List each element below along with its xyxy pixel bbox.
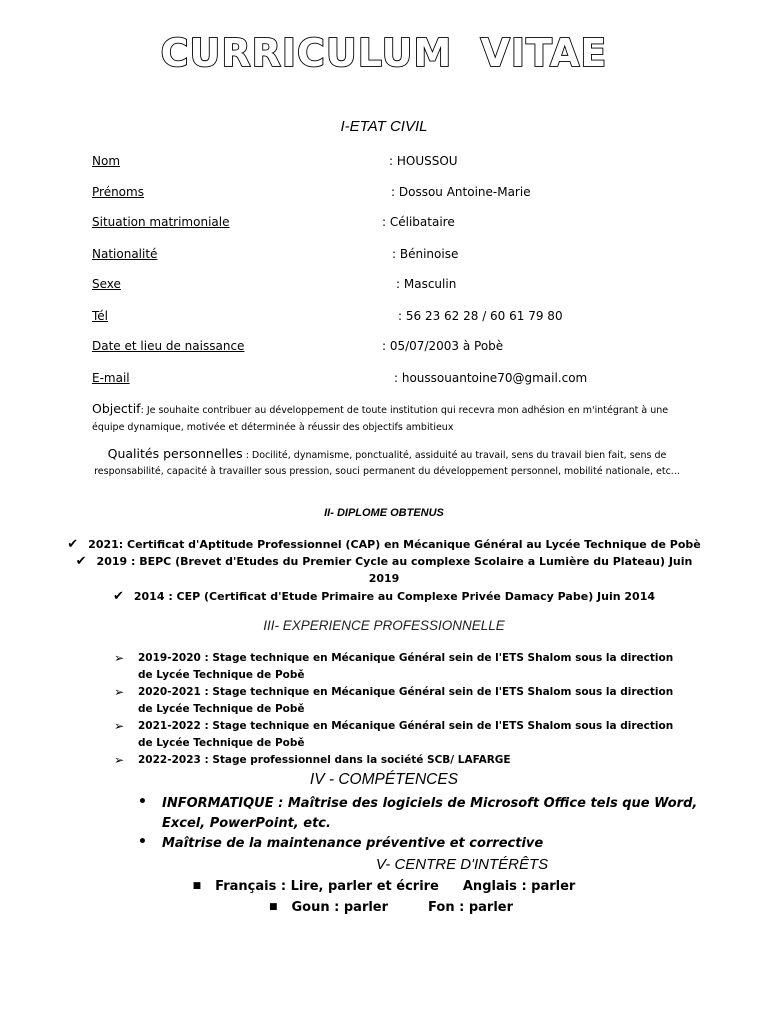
experience-item: 2021-2022 : Stage technique en Mécanique Général sein de l'ETS Shalom sous la direction de Lycée Technique de Pobě — [138, 720, 674, 749]
diploma-item: ✔ 2021: Certificat d'Aptitude Professionnel (CAP) en Mécanique Général au Lycée Technique de Pobè — [67, 537, 701, 552]
objectif-text: : Je souhaite contribuer au développement de toute institution qui recevra mon adhésion en m'intégrant à une équipe dynamique, motivée et déterminée à réussir des objectifs ambitieux — [92, 405, 669, 433]
square-bullet-icon: ■ — [268, 902, 278, 912]
diploma-item: ✔ 2019 : BEPC (Brevet d'Etudes du Premier Cycle au complexe Scolaire a Lumière du Plateau) Juin — [75, 554, 693, 569]
experience-item: 2019-2020 : Stage technique en Mécanique Général sein de l'ETS Shalom sous la direction de Lycée Technique de Pobě — [138, 652, 674, 681]
experience-item: 2022-2023 : Stage professionnel dans la société SCB/ LAFARGE — [138, 754, 511, 766]
section-experience-heading: III- EXPERIENCE PROFESSIONNELLE — [263, 618, 505, 633]
check-icon: ✔ — [67, 537, 79, 552]
round-bullet-icon: • — [138, 834, 147, 850]
section-etat-civil-heading: I-ETAT CIVIL — [340, 118, 428, 135]
label-situation: Situation matrimoniale — [92, 215, 230, 229]
label-email: E-mail — [92, 371, 130, 385]
label-sexe: Sexe — [92, 277, 121, 291]
value-situation: : Célibataire — [382, 215, 455, 229]
check-icon: ✔ — [75, 554, 87, 569]
competence-item: Maîtrise de la maintenance préventive et corrective — [162, 836, 544, 851]
square-bullet-icon: ■ — [192, 881, 202, 891]
label-prenoms: Prénoms — [92, 185, 144, 199]
label-tel: Tél — [92, 309, 109, 323]
interest-row: ■ Goun : parler Fon : parler — [268, 900, 514, 915]
value-sexe: : Masculin — [396, 277, 457, 291]
objectif-label: Objectif — [92, 401, 141, 416]
value-email: : houssouantoine70@gmail.com — [394, 371, 588, 385]
value-nom: : HOUSSOU — [389, 154, 458, 168]
arrow-bullet-icon: ➢ — [114, 719, 125, 733]
value-tel: : 56 23 62 28 / 60 61 79 80 — [398, 309, 563, 323]
section-interets-heading: V- CENTRE D'INTÉRÊTS — [375, 856, 549, 873]
qualites-paragraph — [92, 446, 682, 480]
check-icon: ✔ — [112, 589, 124, 604]
experience-item: 2020-2021 : Stage technique en Mécanique Général sein de l'ETS Shalom sous la direction de Lycée Technique de Pobě — [138, 686, 674, 715]
label-naissance: Date et lieu de naissance — [92, 339, 245, 353]
value-prenoms: : Dossou Antoine-Marie — [391, 185, 531, 199]
section-diplomes-heading: II- DIPLOME OBTENUS — [324, 507, 444, 519]
label-nom: Nom — [92, 154, 121, 168]
arrow-bullet-icon: ➢ — [114, 753, 125, 767]
competence-item: INFORMATIQUE : Maîtrise des logiciels de Microsoft Office tels que Word, Excel, PowerPoint, etc. — [162, 796, 698, 831]
qualites-text: : Docilité, dynamisme, ponctualité, assiduité au travail, sens du travail bien fait, sens de responsabilité, capacité à travailler sous pression, souci permanent du développement personnel, mobilité nationale, etc... — [94, 450, 680, 477]
document-title: CURRICULUM VITAE — [160, 31, 608, 75]
section-competences-heading: IV - COMPÉTENCES — [309, 771, 459, 788]
arrow-bullet-icon: ➢ — [114, 685, 125, 699]
round-bullet-icon: • — [138, 794, 147, 810]
diploma-item: ✔ 2014 : CEP (Certificat d'Etude Primaire au Complexe Privée Damacy Pabe) Juin 2014 — [112, 589, 656, 604]
value-nationalite: : Béninoise — [392, 247, 459, 261]
interest-row: ■ Français : Lire, parler et écrire Anglais : parler — [192, 879, 576, 894]
diploma-item-continuation: 2019 — [368, 572, 400, 585]
qualites-label: Qualités personnelles — [107, 446, 243, 461]
objectif-paragraph — [92, 400, 687, 436]
value-naissance: : 05/07/2003 à Pobè — [382, 339, 504, 353]
arrow-bullet-icon: ➢ — [114, 651, 125, 665]
label-nationalite: Nationalité — [92, 247, 158, 261]
